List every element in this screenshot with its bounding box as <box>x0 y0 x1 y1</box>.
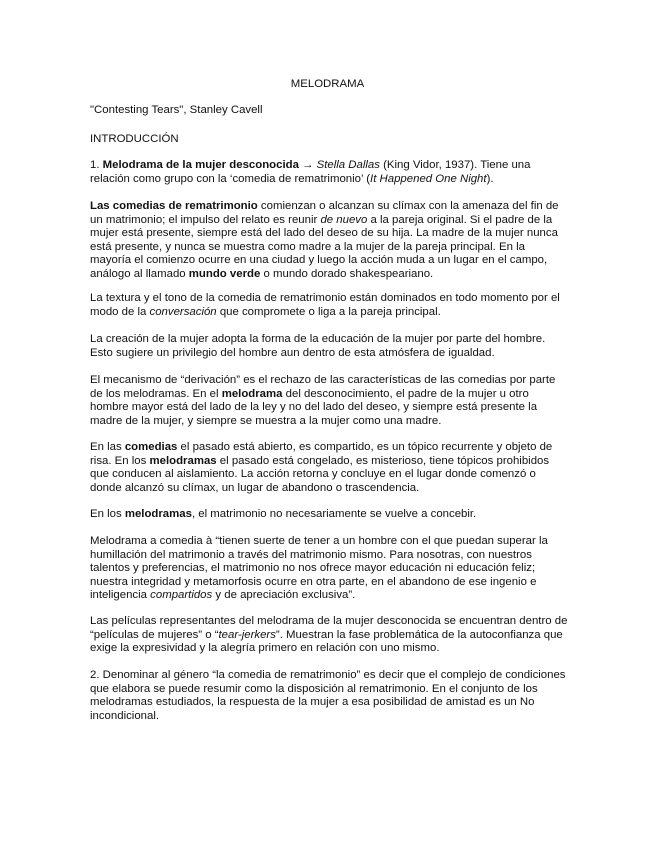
source-line: "Contesting Tears", Stanley Cavell <box>90 104 263 116</box>
paragraph-text: a la pareja original. Si el padre de la mujer está presente, siempre está del lado del deseo de su hija. La madre de la mujer nunca está presente, y nunca se muestra como madre a la mujer de la pareja principal. En la mayoría el comienzo ocurre en una ciudad y luego la acción muda a un lugar en el campo, análogo al llamado <box>90 213 558 280</box>
paragraph-text: (King Vidor, 1937). Tiene una relación como grupo con la ‘comedia de rematrimonio’ ( <box>90 159 531 185</box>
italic-term: tear-jerkers <box>218 628 276 641</box>
paragraph-text: Melodrama a comedia à “tienen suerte de tener a un hombre con el que puedan superar la humillación del matrimonio a través del matrimonio mismo. Para nosotras, con nuestros talentos y preferencias, el matrimonio no nos ofrece mayor educación ni educación feliz; nuestra integridad y metamorfosis ocurre en otra parte, en el abandono de ese ingenio e inteligencia <box>90 535 548 602</box>
section-heading-introduccion: INTRODUCCIÓN <box>90 133 179 145</box>
paragraph-text: , el matrimonio no necesariamente se vuelve a concebir. <box>191 508 477 520</box>
bold-term: melodramas <box>149 454 217 467</box>
paragraph-text: del desconocimiento, el padre de la mujer u otro hombre mayor está del lado de la ley y no del lado del deseo, y siempre está presente la madre de la mujer, y siempre se muestra a la mujer como una madre. <box>90 387 538 427</box>
paragraph-text: Las películas representantes del melodrama de la mujer desconocida se encuentran dentro de “películas de mujeres” o “ <box>90 615 568 641</box>
paragraph-text: En las <box>90 441 125 453</box>
paragraph-text: el pasado está congelado, es misterioso, tiene tópicos prohibidos que conducen al aislamiento. La acción retorna y concluye en el lugar donde comenzó o donde alcanzó su clímax, un lugar de abandono o trascendencia. <box>90 454 550 494</box>
paragraph-9 <box>90 615 568 656</box>
paragraph-3 <box>90 292 568 319</box>
document-title: MELODRAMA <box>290 78 365 90</box>
paragraph-text: La textura y el tono de la comedia de rematrimonio están dominados en todo momento por el modo de la <box>90 292 560 318</box>
paragraph-text: o mundo dorado shakespeariano. <box>260 267 434 280</box>
paragraph-1 <box>90 159 568 186</box>
italic-term: compartidos <box>150 589 213 602</box>
paragraph-text: → <box>298 159 317 171</box>
paragraph-text: el pasado está abierto, es compartido, es un tópico recurrente y objeto de risa. En los <box>90 441 553 467</box>
film-title: It Happened One Night <box>370 172 487 185</box>
paragraph-5 <box>90 374 568 428</box>
paragraph-text: que compromete o liga a la pareja principal. <box>216 305 441 318</box>
paragraph-text: El mecanismo de “derivación” es el rechazo de las características de las comedias por parte de los melodramas. En el <box>90 374 556 400</box>
paragraph-6 <box>90 441 568 495</box>
film-title: Stella Dallas <box>316 159 380 171</box>
bold-term: mundo verde <box>188 267 261 280</box>
paragraph-text: comienzan o alcanzan su clímax con la amenaza del fin de un matrimonio; el impulso del relato es reunir <box>90 200 559 226</box>
bold-term: Las comedias de rematrimonio <box>90 200 258 212</box>
bold-term: melodramas <box>124 508 192 520</box>
paragraph-10: 2. Denominar al género “la comedia de rematrimonio” es decir que el complejo de condiciones que elabora se puede resumir como la disposición al rematrimonio. En el conjunto de los melodramas estudiados, la respuesta de la mujer a esa posibilidad de amistad es un No incondicional. <box>90 669 566 722</box>
italic-term: de nuevo <box>320 213 368 226</box>
paragraph-text: 1. <box>90 159 103 171</box>
paragraph-text: En los <box>90 508 125 520</box>
bold-term: comedias <box>124 441 178 453</box>
paragraph-7 <box>90 508 568 522</box>
paragraph-text: y de apreciación exclusiva”. <box>212 589 356 602</box>
paragraph-2 <box>90 200 568 282</box>
bold-term: melodrama <box>221 387 283 400</box>
paragraph-8 <box>90 535 568 603</box>
bold-term: Melodrama de la mujer desconocida <box>102 159 299 171</box>
paragraph-text: ”. Muestran la fase problemática de la autoconfianza que exige la expresividad y la alegría primero en relación con uno mismo. <box>90 628 563 655</box>
paragraph-text: ). <box>486 172 494 185</box>
italic-term: conversación <box>149 305 217 318</box>
paragraph-4: La creación de la mujer adopta la forma de la educación de la mujer por parte del hombre. Esto sugiere un privilegio del hombre aun dentro de esta atmósfera de igualdad. <box>90 333 546 359</box>
